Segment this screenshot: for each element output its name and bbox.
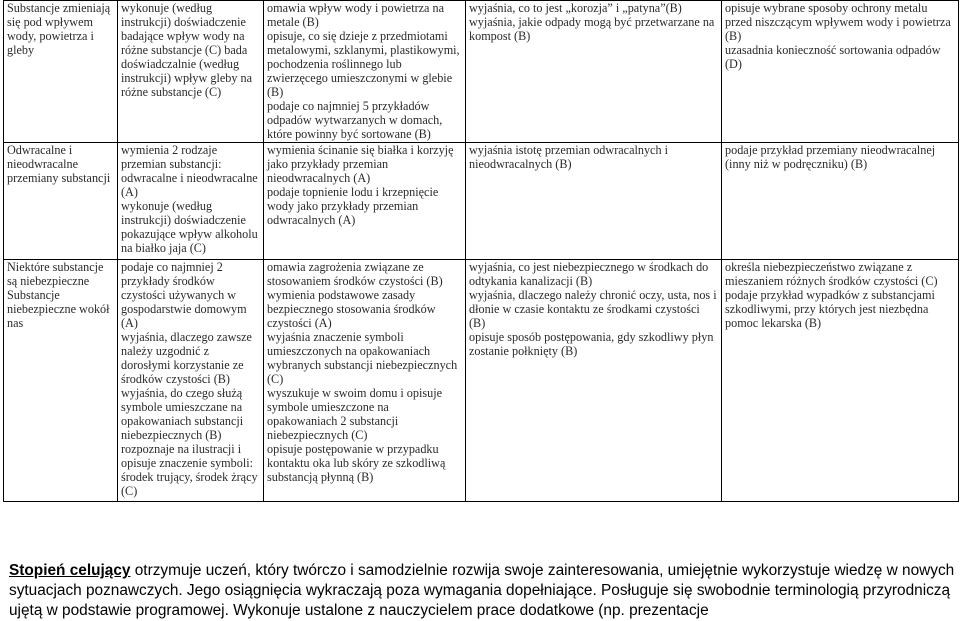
requirement-cell [722, 1, 959, 143]
requirement-cell [722, 260, 959, 502]
requirement-item: podaje co najmniej 5 przykładów odpadów wytwarzanych w domach, które powinny być sortowane (B) [267, 99, 443, 141]
requirement-item: wymienia podstawowe zasady bezpiecznego stosowania środków czystości (A) [267, 288, 436, 330]
topic-cell: Niektóre substancje są niebezpieczne Substancje niebezpieczne wokół nas [4, 260, 118, 502]
requirements-table [3, 0, 959, 502]
requirement-item: podaje co najmniej 2 przykłady środków czystości używanych w gospodarstwie domowym (A) [121, 260, 247, 330]
requirement-item: rozpoznaje na ilustracji i opisuje znaczenie symboli: środek trujący, środek żrący (C) [121, 442, 258, 498]
requirement-cell [264, 260, 466, 502]
requirement-cell [466, 1, 722, 143]
requirement-cell [118, 143, 264, 260]
table-body [4, 1, 959, 502]
requirement-item: opisuje postępowanie w przypadku kontaktu oka lub skóry ze szkodliwą substancją płynną (B) [267, 442, 446, 484]
requirement-item: opisuje wybrane sposoby ochrony metalu przed niszczącym wpływem wody i powietrza (B) [725, 1, 951, 43]
requirement-item: wyjaśnia, co jest niebezpiecznego w środkach do odtykania kanalizacji (B) [469, 260, 709, 288]
requirement-item: opisuje sposób postępowania, gdy szkodliwy płyn zostanie połknięty (B) [469, 330, 714, 358]
requirement-item: wymienia ścinanie się białka i korzyję jako przykłady przemian nieodwracalnych (A) [267, 143, 454, 185]
requirement-item: określa niebezpieczeństwo związane z mieszaniem różnych środków czystości (C) [725, 260, 938, 288]
requirement-item: wyjaśnia znaczenie symboli umieszczonych na opakowaniach wybranych substancji niebezpiecznych (C) [267, 330, 458, 386]
requirement-cell [264, 143, 466, 260]
requirement-cell [466, 260, 722, 502]
grade-description [9, 561, 955, 621]
requirement-item: wyszukuje w swoim domu i opisuje symbole umieszczone na opakowaniach 2 substancji niebezpiecznych (C) [267, 386, 443, 442]
table-row [4, 143, 959, 260]
requirement-cell [118, 1, 264, 143]
requirement-cell [466, 143, 722, 260]
requirement-item: uzasadnia konieczność sortowania odpadów (D) [725, 43, 941, 71]
requirement-item: wykonuje (według instrukcji) doświadczenie badające wpływ wody na różne substancje (C) bada doświadczalnie (według instrukcji) wpływ gleby na różne substancje (C) [121, 1, 252, 99]
requirement-cell [118, 260, 264, 502]
grade-text: otrzymuje uczeń, który twórczo i samodzielnie rozwija swoje zainteresowania, umiejętnie wykorzystuje wiedzę w nowych sytuacjach poznawczych. Jego osiągnięcia wykraczają poza wymagania dopełniające. Posługuje się swobodnie terminologią przyrodniczą ujętą w podstawie programowej. Wykonuje ustalone z nauczycielem prace dodatkowe (np. prezentacje [9, 562, 955, 619]
requirement-item: wyjaśnia, dlaczego należy chronić oczy, usta, nos i dłonie w czasie kontaktu ze środkami czystości (B) [469, 288, 717, 330]
requirement-item: wykonuje (według instrukcji) doświadczenie pokazujące wpływ alkoholu na białko jaja (C) [121, 199, 258, 255]
requirement-item: wyjaśnia, co to jest „korozja” i „patyna”(B) wyjaśnia, jakie odpady mogą być przetwarzane na kompost (B) [469, 1, 715, 43]
requirement-item: omawia zagrożenia związane ze stosowaniem środków czystości (B) [267, 260, 443, 288]
grade-heading: Stopień celujący [9, 562, 131, 579]
topic-cell: Substancje zmieniają się pod wpływem wody, powietrza i gleby [4, 1, 118, 143]
requirement-item: podaje przykład wypadków z substancjami szkodliwymi, przy których jest niezbędna pomoc lekarska (B) [725, 288, 935, 330]
table-row [4, 1, 959, 143]
requirement-item: wymienia 2 rodzaje przemian substancji: odwracalne i nieodwracalne (A) [121, 143, 258, 199]
requirement-item: opisuje, co się dzieje z przedmiotami metalowymi, szklanymi, plastikowymi, pochodzenia roślinnego lub zwierzęcego umieszczonymi w glebie (B) [267, 29, 460, 99]
topic-cell: Odwracalne i nieodwracalne przemiany substancji [4, 143, 118, 260]
requirement-item: wyjaśnia istotę przemian odwracalnych i nieodwracalnych (B) [469, 143, 668, 171]
requirement-item: omawia wpływ wody i powietrza na metale (B) [267, 1, 445, 29]
requirement-item: podaje przykład przemiany nieodwracalnej (inny niż w podręczniku) (B) [725, 143, 936, 171]
table-row [4, 260, 959, 502]
requirement-item: podaje topnienie lodu i krzepnięcie wody jako przykłady przemian odwracalnych (A) [267, 185, 439, 227]
requirement-item: wyjaśnia, dlaczego zawsze należy uzgodnić z dorosłymi korzystanie ze środków czystości (B) [121, 330, 252, 386]
requirement-item: wyjaśnia, do czego służą symbole umieszczane na opakowaniach substancji niebezpiecznych (B) [121, 386, 244, 442]
requirement-cell [264, 1, 466, 143]
requirement-cell [722, 143, 959, 260]
